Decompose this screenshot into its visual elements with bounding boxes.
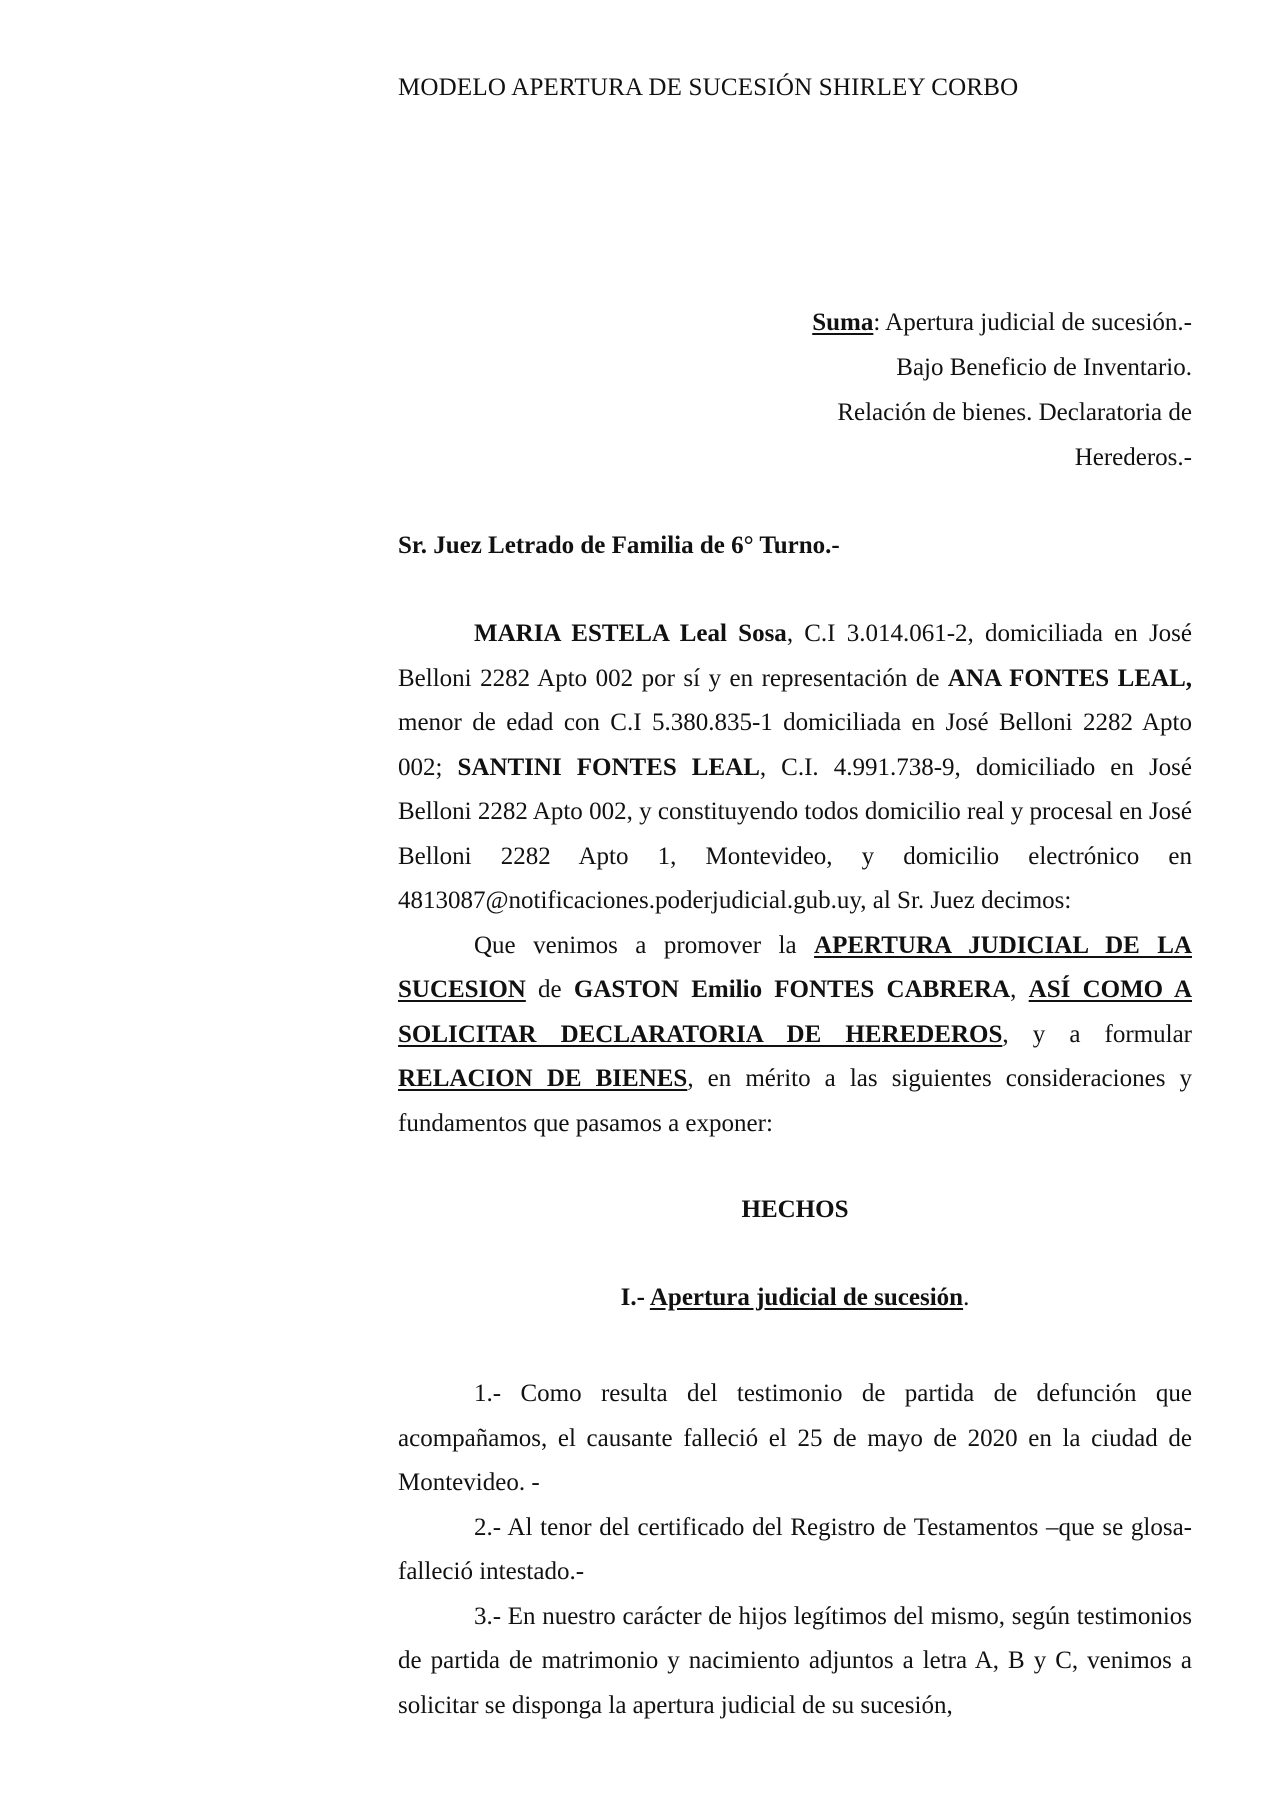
petitioner-name-3: SANTINI FONTES LEAL xyxy=(457,753,760,781)
request-text-1: Que venimos a promover la xyxy=(474,931,815,959)
facts-list xyxy=(398,1372,1192,1728)
intro-section xyxy=(398,612,1192,1146)
fact-3: 3.- En nuestro carácter de hijos legítimos del mismo, según testimonios de partida de matrimonio y nacimiento adjuntos a letra A, B y C, venimos a solicitar se disponga la apertura judicial de su sucesión, xyxy=(398,1602,1192,1719)
section-title: Apertura judicial de sucesión xyxy=(649,1284,964,1311)
intro-text-1: , C.I 3.014.061-2, domiciliada en José Belloni 2282 Apto 002 por sí y en representación de xyxy=(398,620,1192,692)
hechos-heading: HECHOS xyxy=(741,1196,849,1223)
request-text-4: , y a formular xyxy=(1002,1020,1192,1048)
section-heading-1 xyxy=(398,1284,1192,1312)
suma-line-4: Herederos.- xyxy=(1074,444,1192,471)
addressee: Sr. Juez Letrado de Familia de 6° Turno.- xyxy=(398,532,840,559)
request-paragraph xyxy=(398,924,1192,1147)
request-text-2: de xyxy=(525,976,574,1003)
suma-line-3: Relación de bienes. Declaratoria de xyxy=(837,399,1192,426)
document-title: MODELO APERTURA DE SUCESIÓN SHIRLEY CORBO xyxy=(398,74,1019,101)
suma-label: Suma xyxy=(812,309,874,336)
suma-line-2: Bajo Beneficio de Inventario. xyxy=(896,354,1192,381)
request-relacion: RELACION DE BIENES xyxy=(398,1065,688,1092)
intro-text-2: menor de edad con C.I 5.380.835-1 domiciliada en José Belloni 2282 Apto 002; xyxy=(398,709,1192,781)
suma-block xyxy=(740,300,1192,480)
section-number: I.- xyxy=(620,1284,650,1311)
request-declaratoria: ASÍ COMO A SOLICITAR DECLARATORIA DE HEREDEROS xyxy=(398,976,1193,1048)
intro-paragraph xyxy=(398,612,1192,924)
fact-2: 2.- Al tenor del certificado del Registro de Testamentos –que se glosa- falleció intestado.- xyxy=(398,1513,1192,1585)
fact-1: 1.- Como resulta del testimonio de partida de defunción que acompañamos, el causante falleció el 25 de mayo de 2020 en la ciudad de Montevideo. - xyxy=(398,1380,1192,1496)
request-text-5: , en mérito a las siguientes consideraciones y fundamentos que pasamos a exponer: xyxy=(398,1065,1192,1137)
petitioner-name-1: MARIA ESTELA Leal Sosa xyxy=(474,620,787,647)
intro-text-3: , C.I. 4.991.738-9, domiciliado en José Belloni 2282 Apto 002, y constituyendo todos domicilio real y procesal en José Belloni 2282 Apto 1, Montevideo, y domicilio electrónico en 4813087@notificaciones.poderjudicial.gub.uy, al Sr. Juez decimos: xyxy=(398,753,1192,914)
section-period: . xyxy=(963,1284,970,1311)
deceased-name: GASTON Emilio FONTES CABRERA xyxy=(573,976,1011,1003)
suma-line-1-text: : Apertura judicial de sucesión.- xyxy=(873,309,1192,336)
petitioner-name-2: ANA FONTES LEAL, xyxy=(947,664,1192,692)
request-text-3: , xyxy=(1010,976,1029,1003)
request-apertura: APERTURA JUDICIAL DE LA SUCESION xyxy=(398,931,1193,1003)
suma-line-1 xyxy=(740,300,1192,345)
